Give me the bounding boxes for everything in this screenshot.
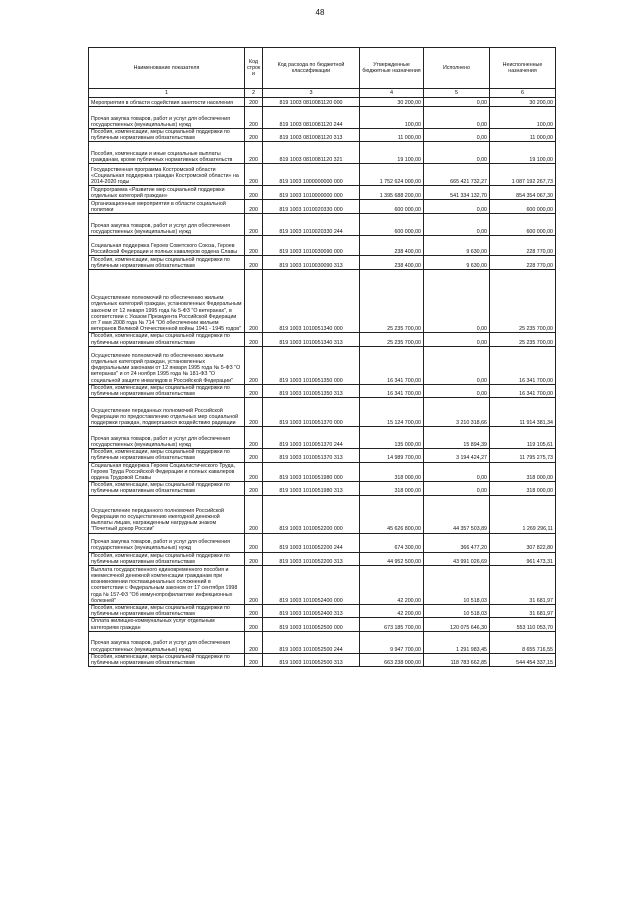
row-approved: 44 952 500,00 <box>360 552 424 565</box>
header-expense-code: Код расхода по бюджетной классификации <box>263 48 360 89</box>
table-row <box>89 618 556 631</box>
row-unexecuted: 16 341 700,00 <box>490 346 556 384</box>
row-expense-code: 819 1003 1010052400 313 <box>263 605 360 618</box>
row-executed: 0,00 <box>424 107 490 129</box>
row-approved: 600 000,00 <box>360 214 424 236</box>
row-unexecuted: 31 681,97 <box>490 605 556 618</box>
row-approved: 135 000,00 <box>360 427 424 449</box>
row-expense-code: 819 1003 0810081120 321 <box>263 142 360 164</box>
row-unexecuted: 11 000,00 <box>490 129 556 142</box>
row-line-code: 200 <box>245 384 263 397</box>
table-row <box>89 236 556 256</box>
row-executed: 0,00 <box>424 384 490 397</box>
column-number: 3 <box>263 89 360 98</box>
row-executed: 0,00 <box>424 270 490 333</box>
column-number: 4 <box>360 89 424 98</box>
table-row <box>89 107 556 129</box>
row-executed: 0,00 <box>424 462 490 482</box>
row-expense-code: 819 1003 1010000000 000 <box>263 186 360 200</box>
row-name: Прочая закупка товаров, работ и услуг для обеспечения государственных (муниципальных) нужд <box>89 107 245 129</box>
row-line-code: 200 <box>245 631 263 653</box>
table-row <box>89 129 556 142</box>
page-number: 48 <box>315 8 325 17</box>
row-name: Осуществление переданного полномочия Российской Федерации по осуществлению ежегодной денежной выплаты лицам, награжденным нагрудным знаком "Почетный донор России" <box>89 495 245 533</box>
row-executed: 0,00 <box>424 129 490 142</box>
row-name: Мероприятия в области содействия занятости населения <box>89 98 245 107</box>
table-row <box>89 256 556 270</box>
row-line-code: 200 <box>245 142 263 164</box>
row-line-code: 200 <box>245 200 263 214</box>
row-unexecuted: 600 000,00 <box>490 214 556 236</box>
row-name: Государственная программа Костромской области «Социальная поддержка граждан Костромской области» на 2014-2020 годы <box>89 164 245 186</box>
row-expense-code: 819 1003 0810081120 000 <box>263 98 360 107</box>
row-line-code: 200 <box>245 462 263 482</box>
row-expense-code: 819 1003 1010020330 000 <box>263 200 360 214</box>
row-executed: 43 991 026,69 <box>424 552 490 565</box>
row-approved: 25 235 700,00 <box>360 333 424 346</box>
row-unexecuted: 19 100,00 <box>490 142 556 164</box>
header-executed: Исполнено <box>424 48 490 89</box>
row-unexecuted: 30 200,00 <box>490 98 556 107</box>
table-row <box>89 200 556 214</box>
row-executed: 0,00 <box>424 200 490 214</box>
header-unexecuted: Неисполненные назначения <box>490 48 556 89</box>
row-line-code: 200 <box>245 552 263 565</box>
row-unexecuted: 11 795 275,73 <box>490 449 556 462</box>
row-approved: 30 200,00 <box>360 98 424 107</box>
row-name: Пособия, компенсации и иные социальные выплаты гражданам, кроме публичных нормативных обязательств <box>89 142 245 164</box>
row-expense-code: 819 1003 1010030090 000 <box>263 236 360 256</box>
row-name: Выплата государственного единовременного пособия и ежемесячной денежной компенсации гражданам при возникновении поствакцинальных осложнений в соответствии с Федеральным законом от 17 сентября 1998 года № 157-ФЗ "Об иммунопрофилактике инфекционных болезней" <box>89 566 245 605</box>
row-expense-code: 819 1003 1010052200 000 <box>263 495 360 533</box>
row-approved: 42 200,00 <box>360 605 424 618</box>
table-row <box>89 533 556 552</box>
column-number: 6 <box>490 89 556 98</box>
row-approved: 238 400,00 <box>360 256 424 270</box>
row-expense-code: 819 1003 1010052500 313 <box>263 653 360 666</box>
row-executed: 0,00 <box>424 214 490 236</box>
table-row <box>89 98 556 107</box>
row-line-code: 200 <box>245 605 263 618</box>
row-executed: 44 357 503,89 <box>424 495 490 533</box>
row-line-code: 200 <box>245 214 263 236</box>
row-name: Пособия, компенсации, меры социальной поддержки по публичным нормативным обязательствам <box>89 449 245 462</box>
row-expense-code: 819 1003 1010051980 313 <box>263 482 360 495</box>
row-approved: 100,00 <box>360 107 424 129</box>
table-row <box>89 164 556 186</box>
table-row <box>89 552 556 565</box>
table-row <box>89 346 556 384</box>
row-expense-code: 819 1003 1010030090 313 <box>263 256 360 270</box>
row-unexecuted: 1 269 296,11 <box>490 495 556 533</box>
header-approved: Утвержденные бюджетные назначения <box>360 48 424 89</box>
row-name: Оплата жилищно-коммунальных услуг отдельным категориям граждан <box>89 618 245 631</box>
row-name: Осуществление переданных полномочий Российской Федерации по предоставлению отдельных мер социальной поддержки граждан, подвергшихся воздействию радиации <box>89 398 245 427</box>
header-indicator-name: Наименование показателя <box>89 48 245 89</box>
row-expense-code: 819 1003 1010051370 313 <box>263 449 360 462</box>
row-unexecuted: 553 110 053,70 <box>490 618 556 631</box>
row-unexecuted: 854 354 067,30 <box>490 186 556 200</box>
row-approved: 11 000,00 <box>360 129 424 142</box>
row-line-code: 200 <box>245 107 263 129</box>
table-body <box>89 98 556 667</box>
row-line-code: 200 <box>245 98 263 107</box>
row-unexecuted: 307 822,80 <box>490 533 556 552</box>
row-unexecuted: 25 235 700,00 <box>490 333 556 346</box>
row-name: Осуществление полномочий по обеспечению жильем отдельных категорий граждан, установленных Федеральным законом от 12 января 1995 года № 5-ФЗ "О ветеранах", в соответствии с Указом Президента Российской Федерации от 7 мая 2008 года № 714 "Об обеспечении жильем ветеранов Великой Отечественной войны 1941 - 1945 годов" <box>89 270 245 333</box>
row-expense-code: 819 1003 1010051370 000 <box>263 398 360 427</box>
row-approved: 600 000,00 <box>360 200 424 214</box>
row-executed: 366 477,20 <box>424 533 490 552</box>
row-expense-code: 819 1003 1010051370 244 <box>263 427 360 449</box>
row-expense-code: 819 1003 1010051980 000 <box>263 462 360 482</box>
table-row <box>89 462 556 482</box>
row-name: Подпрограмма «Развитие мер социальной поддержки отдельных категорий граждан» <box>89 186 245 200</box>
row-name: Прочая закупка товаров, работ и услуг для обеспечения государственных (муниципальных) нужд <box>89 427 245 449</box>
row-expense-code: 819 1003 1000000000 000 <box>263 164 360 186</box>
row-approved: 238 400,00 <box>360 236 424 256</box>
column-number: 5 <box>424 89 490 98</box>
column-number-row <box>89 89 556 98</box>
row-executed: 9 630,00 <box>424 236 490 256</box>
row-expense-code: 819 1003 1010051340 000 <box>263 270 360 333</box>
table-row <box>89 270 556 333</box>
row-approved: 1 752 624 000,00 <box>360 164 424 186</box>
row-unexecuted: 11 914 381,34 <box>490 398 556 427</box>
row-line-code: 200 <box>245 129 263 142</box>
row-executed: 15 894,39 <box>424 427 490 449</box>
row-name: Пособия, компенсации, меры социальной поддержки по публичным нормативным обязательствам <box>89 653 245 666</box>
table-row <box>89 142 556 164</box>
row-expense-code: 819 1003 1010051340 313 <box>263 333 360 346</box>
row-name: Пособия, компенсации, меры социальной поддержки по публичным нормативным обязательствам <box>89 256 245 270</box>
row-approved: 318 000,00 <box>360 482 424 495</box>
table-row <box>89 566 556 605</box>
row-name: Пособия, компенсации, меры социальной поддержки по публичным нормативным обязательствам <box>89 384 245 397</box>
row-executed: 0,00 <box>424 98 490 107</box>
row-executed: 0,00 <box>424 142 490 164</box>
row-unexecuted: 100,00 <box>490 107 556 129</box>
row-unexecuted: 318 000,00 <box>490 482 556 495</box>
row-expense-code: 819 1003 1010052400 000 <box>263 566 360 605</box>
row-line-code: 200 <box>245 333 263 346</box>
row-line-code: 200 <box>245 449 263 462</box>
table-row <box>89 398 556 427</box>
row-line-code: 200 <box>245 346 263 384</box>
row-executed: 120 075 646,30 <box>424 618 490 631</box>
row-name: Пособия, компенсации, меры социальной поддержки по публичным нормативным обязательствам <box>89 129 245 142</box>
row-name: Пособия, компенсации, меры социальной поддержки по публичным нормативным обязательствам <box>89 605 245 618</box>
row-name: Организационные мероприятия в области социальной политики <box>89 200 245 214</box>
row-expense-code: 819 1003 1010051350 000 <box>263 346 360 384</box>
row-approved: 42 200,00 <box>360 566 424 605</box>
row-approved: 14 989 700,00 <box>360 449 424 462</box>
row-line-code: 200 <box>245 533 263 552</box>
table-row <box>89 495 556 533</box>
table-header-row <box>89 48 556 89</box>
row-line-code: 200 <box>245 566 263 605</box>
row-name: Прочая закупка товаров, работ и услуг для обеспечения государственных (муниципальных) нужд <box>89 533 245 552</box>
row-executed: 118 783 662,85 <box>424 653 490 666</box>
table-row <box>89 482 556 495</box>
row-executed: 665 421 732,27 <box>424 164 490 186</box>
table-row <box>89 449 556 462</box>
row-name: Осуществление полномочий по обеспечению жильем отдельных категорий граждан, установленных федеральными законами от 12 января 1995 года № 5-ФЗ "О ветеранах" и от 24 ноября 1995 года № 181-ФЗ "О социальной защите инвалидов в Российской Федерации" <box>89 346 245 384</box>
header-line-code: Код строк и <box>245 48 263 89</box>
row-line-code: 200 <box>245 653 263 666</box>
row-line-code: 200 <box>245 164 263 186</box>
row-line-code: 200 <box>245 186 263 200</box>
row-name: Прочая закупка товаров, работ и услуг для обеспечения государственных (муниципальных) нужд <box>89 214 245 236</box>
row-approved: 318 000,00 <box>360 462 424 482</box>
row-line-code: 200 <box>245 495 263 533</box>
budget-execution-table <box>88 47 556 667</box>
row-unexecuted: 544 454 337,15 <box>490 653 556 666</box>
row-approved: 673 185 700,00 <box>360 618 424 631</box>
row-line-code: 200 <box>245 256 263 270</box>
row-expense-code: 819 1003 1010020330 244 <box>263 214 360 236</box>
row-approved: 16 341 700,00 <box>360 384 424 397</box>
row-expense-code: 819 1003 0810081120 244 <box>263 107 360 129</box>
row-unexecuted: 318 000,00 <box>490 462 556 482</box>
row-name: Социальная поддержка Героев Советского Союза, Героев Российской Федерации и полных кавалеров ордена Славы <box>89 236 245 256</box>
row-executed: 10 518,03 <box>424 605 490 618</box>
row-expense-code: 819 1003 1010052200 313 <box>263 552 360 565</box>
row-approved: 674 300,00 <box>360 533 424 552</box>
row-expense-code: 819 1003 1010051350 313 <box>263 384 360 397</box>
table-row <box>89 631 556 653</box>
row-name: Социальная поддержка Героев Социалистического Труда, Героев Труда Российской Федерации и полных кавалеров ордена Трудовой Славы <box>89 462 245 482</box>
table-row <box>89 333 556 346</box>
row-line-code: 200 <box>245 482 263 495</box>
row-name: Пособия, компенсации, меры социальной поддержки по публичным нормативным обязательствам <box>89 482 245 495</box>
row-executed: 541 334 132,70 <box>424 186 490 200</box>
row-unexecuted: 16 341 700,00 <box>490 384 556 397</box>
row-line-code: 200 <box>245 398 263 427</box>
table-row <box>89 214 556 236</box>
row-unexecuted: 228 770,00 <box>490 236 556 256</box>
row-approved: 25 235 700,00 <box>360 270 424 333</box>
row-executed: 0,00 <box>424 333 490 346</box>
table-row <box>89 653 556 666</box>
row-executed: 3 210 318,66 <box>424 398 490 427</box>
row-line-code: 200 <box>245 618 263 631</box>
row-executed: 9 630,00 <box>424 256 490 270</box>
column-number: 2 <box>245 89 263 98</box>
row-unexecuted: 600 000,00 <box>490 200 556 214</box>
row-unexecuted: 961 473,31 <box>490 552 556 565</box>
row-expense-code: 819 1003 1010052200 244 <box>263 533 360 552</box>
row-approved: 16 341 700,00 <box>360 346 424 384</box>
row-executed: 0,00 <box>424 482 490 495</box>
row-approved: 19 100,00 <box>360 142 424 164</box>
row-name: Пособия, компенсации, меры социальной поддержки по публичным нормативным обязательствам <box>89 333 245 346</box>
row-unexecuted: 8 655 716,55 <box>490 631 556 653</box>
row-name: Пособия, компенсации, меры социальной поддержки по публичным нормативным обязательствам <box>89 552 245 565</box>
row-executed: 1 291 983,45 <box>424 631 490 653</box>
row-unexecuted: 1 087 192 267,73 <box>490 164 556 186</box>
row-approved: 9 947 700,00 <box>360 631 424 653</box>
row-unexecuted: 25 235 700,00 <box>490 270 556 333</box>
row-expense-code: 819 1003 1010052500 244 <box>263 631 360 653</box>
row-executed: 10 518,03 <box>424 566 490 605</box>
row-approved: 1 395 688 200,00 <box>360 186 424 200</box>
row-approved: 663 238 000,00 <box>360 653 424 666</box>
row-approved: 45 626 800,00 <box>360 495 424 533</box>
row-approved: 15 124 700,00 <box>360 398 424 427</box>
row-unexecuted: 31 681,97 <box>490 566 556 605</box>
table-row <box>89 605 556 618</box>
row-line-code: 200 <box>245 270 263 333</box>
row-line-code: 200 <box>245 236 263 256</box>
row-expense-code: 819 1003 1010052500 000 <box>263 618 360 631</box>
row-executed: 0,00 <box>424 346 490 384</box>
row-name: Прочая закупка товаров, работ и услуг для обеспечения государственных (муниципальных) нужд <box>89 631 245 653</box>
table-row <box>89 186 556 200</box>
column-number: 1 <box>89 89 245 98</box>
table-row <box>89 427 556 449</box>
table-row <box>89 384 556 397</box>
row-executed: 3 194 424,27 <box>424 449 490 462</box>
row-line-code: 200 <box>245 427 263 449</box>
row-expense-code: 819 1003 0810081120 313 <box>263 129 360 142</box>
row-unexecuted: 119 105,61 <box>490 427 556 449</box>
row-unexecuted: 228 770,00 <box>490 256 556 270</box>
